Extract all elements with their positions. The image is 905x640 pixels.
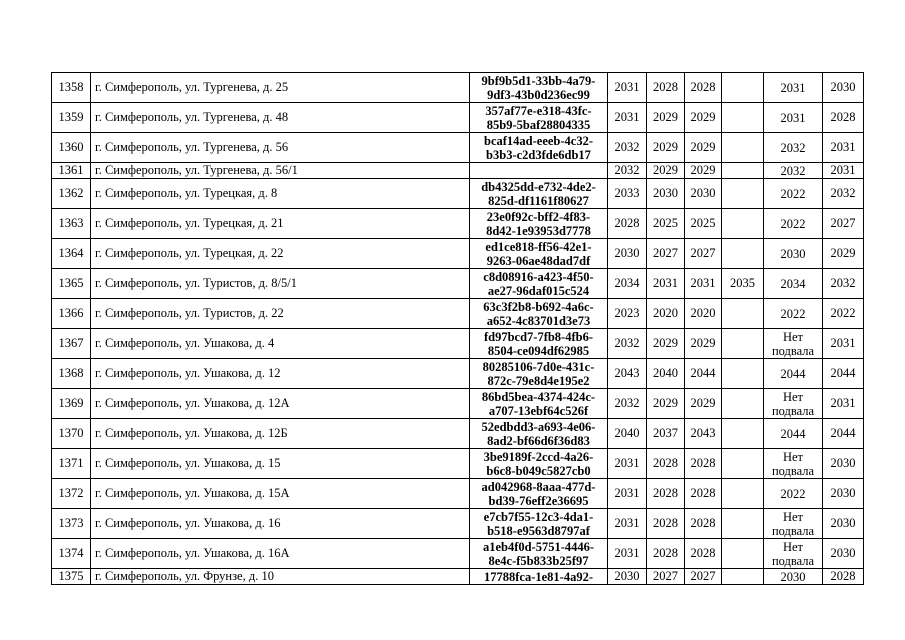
- registry-table: [51, 72, 864, 585]
- year-col-3: 2028: [685, 73, 722, 103]
- year-col-5-line-2: подвала: [771, 463, 815, 478]
- year-col-5-line-1: 2034: [780, 276, 806, 291]
- year-col-5: [764, 419, 823, 449]
- year-col-5: [764, 389, 823, 419]
- year-col-2: 2028: [647, 509, 685, 539]
- year-col-4: [722, 163, 764, 179]
- address-cell: г. Симферополь, ул. Тургенева, д. 56/1: [91, 163, 470, 179]
- year-col-6: 2028: [823, 569, 864, 585]
- year-col-1: 2034: [608, 269, 647, 299]
- year-col-6: 2027: [823, 209, 864, 239]
- uuid-line-2: 9df3-43b0d236ec99: [487, 87, 590, 102]
- year-col-5-line-1: 2030: [780, 246, 806, 261]
- year-col-3: 2028: [685, 539, 722, 569]
- table-row: [52, 239, 864, 269]
- year-col-2: 2020: [647, 299, 685, 329]
- year-col-5: [764, 359, 823, 389]
- year-col-4: [722, 299, 764, 329]
- year-col-1: 2031: [608, 479, 647, 509]
- row-number: 1369: [52, 389, 91, 419]
- row-number: 1364: [52, 239, 91, 269]
- uuid-line-2: b3b3-c2d3fde6db17: [486, 147, 591, 162]
- year-col-5: [764, 479, 823, 509]
- year-col-5-line-1: 2032: [780, 140, 806, 155]
- uuid-line-1: 23e0f92c-bff2-4f83-: [486, 209, 591, 224]
- uuid-line-1: fd97bcd7-7fb8-4fb6-: [483, 329, 594, 344]
- year-col-5-line-1: 2032: [780, 163, 806, 178]
- year-col-1: 2032: [608, 389, 647, 419]
- year-col-5: [764, 209, 823, 239]
- year-col-3: 2028: [685, 449, 722, 479]
- uuid-cell: [470, 209, 608, 239]
- year-col-5-line-2: подвала: [771, 343, 815, 358]
- year-col-3: 2029: [685, 163, 722, 179]
- uuid-cell: [470, 299, 608, 329]
- year-col-1: 2031: [608, 449, 647, 479]
- year-col-5: [764, 509, 823, 539]
- uuid-line-1: a1eb4f0d-5751-4446-: [482, 539, 595, 554]
- year-col-5-line-1: 2022: [780, 306, 806, 321]
- year-col-1: 2032: [608, 329, 647, 359]
- address-cell: г. Симферополь, ул. Ушакова, д. 16А: [91, 539, 470, 569]
- uuid-line-1: ed1ce818-ff56-42e1-: [485, 239, 592, 254]
- row-number: 1362: [52, 179, 91, 209]
- row-number: 1371: [52, 449, 91, 479]
- row-number: 1363: [52, 209, 91, 239]
- uuid-line-1: 357af77e-e318-43fc-: [485, 103, 592, 118]
- year-col-4: [722, 329, 764, 359]
- table-row: [52, 449, 864, 479]
- row-number: 1360: [52, 133, 91, 163]
- address-cell: г. Симферополь, ул. Туристов, д. 22: [91, 299, 470, 329]
- address-cell: г. Симферополь, ул. Турецкая, д. 21: [91, 209, 470, 239]
- uuid-line-2: 85b9-5baf28804335: [486, 117, 591, 132]
- uuid-line-1: ad042968-8aaa-477d-: [481, 479, 596, 494]
- table-body: [52, 73, 864, 585]
- row-number: 1373: [52, 509, 91, 539]
- year-col-2: 2028: [647, 73, 685, 103]
- year-col-6: 2030: [823, 509, 864, 539]
- year-col-4: [722, 569, 764, 585]
- uuid-line-2: ae27-96daf015c524: [487, 283, 590, 298]
- uuid-cell: [470, 479, 608, 509]
- year-col-2: 2025: [647, 209, 685, 239]
- year-col-2: 2029: [647, 389, 685, 419]
- uuid-cell: [470, 329, 608, 359]
- uuid-line-2: 9263-06ae48dad7df: [486, 253, 591, 268]
- uuid-cell: [470, 239, 608, 269]
- year-col-4: [722, 209, 764, 239]
- year-col-4: [722, 73, 764, 103]
- uuid-cell: [470, 449, 608, 479]
- address-cell: г. Симферополь, ул. Тургенева, д. 48: [91, 103, 470, 133]
- year-col-4: [722, 103, 764, 133]
- table-row: [52, 569, 864, 585]
- year-col-1: 2032: [608, 133, 647, 163]
- year-col-5: [764, 449, 823, 479]
- year-col-2: 2030: [647, 179, 685, 209]
- table-row: [52, 269, 864, 299]
- year-col-5-line-1: Нет: [782, 509, 804, 524]
- year-col-2: 2028: [647, 479, 685, 509]
- year-col-3: 2030: [685, 179, 722, 209]
- year-col-5-line-1: 2031: [780, 110, 806, 125]
- table-row: [52, 329, 864, 359]
- year-col-2: 2031: [647, 269, 685, 299]
- address-cell: г. Симферополь, ул. Туристов, д. 8/5/1: [91, 269, 470, 299]
- uuid-line-2: b6c8-b049c5827cb0: [486, 463, 591, 478]
- year-col-4: [722, 539, 764, 569]
- year-col-5-line-1: 2044: [780, 366, 806, 381]
- year-col-6: 2032: [823, 179, 864, 209]
- year-col-1: 2043: [608, 359, 647, 389]
- year-col-6: 2030: [823, 73, 864, 103]
- address-cell: г. Симферополь, ул. Турецкая, д. 8: [91, 179, 470, 209]
- uuid-line-2: 8d42-1e93953d7778: [486, 223, 591, 238]
- year-col-4: [722, 133, 764, 163]
- year-col-2: 2029: [647, 163, 685, 179]
- uuid-line-1: 17788fca-1e81-4a92-: [484, 569, 593, 584]
- uuid-line-1: 3be9189f-2ccd-4a26-: [483, 449, 594, 464]
- address-cell: г. Симферополь, ул. Ушакова, д. 15: [91, 449, 470, 479]
- year-col-5-line-2: подвала: [771, 553, 815, 568]
- table-row: [52, 209, 864, 239]
- uuid-cell: [470, 359, 608, 389]
- uuid-line-1: c8d08916-a423-4f50-: [483, 269, 594, 284]
- year-col-3: 2027: [685, 569, 722, 585]
- row-number: 1374: [52, 539, 91, 569]
- year-col-2: 2028: [647, 449, 685, 479]
- year-col-5-line-1: Нет: [782, 449, 804, 464]
- year-col-1: 2031: [608, 509, 647, 539]
- address-cell: г. Симферополь, ул. Ушакова, д. 15А: [91, 479, 470, 509]
- uuid-line-2: 8ad2-bf66d6f36d83: [487, 433, 590, 448]
- uuid-cell: [470, 509, 608, 539]
- uuid-cell: [470, 269, 608, 299]
- uuid-cell: [470, 103, 608, 133]
- table-row: [52, 103, 864, 133]
- table-row: [52, 389, 864, 419]
- uuid-line-2: a652-4c83701d3e73: [486, 313, 591, 328]
- year-col-2: 2029: [647, 133, 685, 163]
- year-col-5: [764, 539, 823, 569]
- uuid-line-1: bcaf14ad-eeeb-4c32-: [484, 133, 593, 148]
- year-col-5-line-1: Нет: [782, 329, 804, 344]
- table-row: [52, 419, 864, 449]
- uuid-line-1: 63c3f2b8-b692-4a6c-: [483, 299, 594, 314]
- year-col-4: [722, 479, 764, 509]
- year-col-6: 2022: [823, 299, 864, 329]
- uuid-cell: [470, 569, 608, 585]
- table-row: [52, 179, 864, 209]
- year-col-2: 2029: [647, 103, 685, 133]
- year-col-5: [764, 269, 823, 299]
- table-row: [52, 509, 864, 539]
- year-col-6: 2044: [823, 359, 864, 389]
- year-col-1: 2023: [608, 299, 647, 329]
- year-col-4: [722, 359, 764, 389]
- uuid-cell: [470, 539, 608, 569]
- uuid-cell: [470, 179, 608, 209]
- address-cell: г. Симферополь, ул. Турецкая, д. 22: [91, 239, 470, 269]
- row-number: 1359: [52, 103, 91, 133]
- year-col-3: 2029: [685, 133, 722, 163]
- year-col-1: 2040: [608, 419, 647, 449]
- year-col-5-line-2: подвала: [771, 523, 815, 538]
- year-col-3: 2029: [685, 329, 722, 359]
- table-row: [52, 133, 864, 163]
- year-col-3: 2029: [685, 389, 722, 419]
- year-col-1: 2031: [608, 539, 647, 569]
- uuid-line-2: 8e4c-f5b833b25f97: [488, 553, 589, 568]
- year-col-6: 2031: [823, 329, 864, 359]
- uuid-cell: [470, 419, 608, 449]
- uuid-line-1: 52edbdd3-a693-4e06-: [481, 419, 596, 434]
- year-col-5-line-1: 2030: [780, 569, 806, 584]
- uuid-line-1: 80285106-7d0e-431c-: [482, 359, 595, 374]
- year-col-2: 2037: [647, 419, 685, 449]
- address-cell: г. Симферополь, ул. Ушакова, д. 12А: [91, 389, 470, 419]
- year-col-3: 2043: [685, 419, 722, 449]
- uuid-line-2: bd39-76eff2e36695: [488, 493, 589, 508]
- year-col-6: 2030: [823, 479, 864, 509]
- year-col-4: [722, 239, 764, 269]
- year-col-3: 2025: [685, 209, 722, 239]
- year-col-3: 2044: [685, 359, 722, 389]
- table-row: [52, 163, 864, 179]
- year-col-4: [722, 449, 764, 479]
- year-col-1: 2033: [608, 179, 647, 209]
- year-col-4: 2035: [722, 269, 764, 299]
- address-cell: г. Симферополь, ул. Ушакова, д. 16: [91, 509, 470, 539]
- year-col-4: [722, 509, 764, 539]
- year-col-3: 2027: [685, 239, 722, 269]
- uuid-line-2: 872c-79e8d4e195e2: [487, 373, 590, 388]
- year-col-5-line-1: Нет: [782, 539, 804, 554]
- year-col-1: 2030: [608, 569, 647, 585]
- table-row: [52, 539, 864, 569]
- year-col-6: 2028: [823, 103, 864, 133]
- year-col-5: [764, 103, 823, 133]
- year-col-4: [722, 419, 764, 449]
- table-row: [52, 359, 864, 389]
- year-col-2: 2027: [647, 569, 685, 585]
- year-col-6: 2044: [823, 419, 864, 449]
- uuid-line-1: e7cb7f55-12c3-4da1-: [483, 509, 594, 524]
- uuid-cell: [470, 389, 608, 419]
- year-col-5: [764, 73, 823, 103]
- row-number: 1367: [52, 329, 91, 359]
- year-col-5-line-1: 2022: [780, 186, 806, 201]
- year-col-5-line-1: 2022: [780, 486, 806, 501]
- row-number: 1370: [52, 419, 91, 449]
- year-col-3: 2028: [685, 479, 722, 509]
- year-col-5: [764, 299, 823, 329]
- year-col-5-line-2: подвала: [771, 403, 815, 418]
- year-col-4: [722, 179, 764, 209]
- year-col-6: 2032: [823, 269, 864, 299]
- year-col-4: [722, 389, 764, 419]
- year-col-1: 2028: [608, 209, 647, 239]
- uuid-cell: [470, 133, 608, 163]
- year-col-5-line-1: 2022: [780, 216, 806, 231]
- year-col-1: 2030: [608, 239, 647, 269]
- uuid-line-1: 86bd5bea-4374-424c-: [481, 389, 596, 404]
- row-number: 1372: [52, 479, 91, 509]
- uuid-line-2: 825d-df1161f80627: [488, 193, 589, 208]
- uuid-cell: [470, 163, 608, 179]
- year-col-5-line-1: 2031: [780, 80, 806, 95]
- year-col-6: 2030: [823, 449, 864, 479]
- year-col-5: [764, 179, 823, 209]
- year-col-2: 2027: [647, 239, 685, 269]
- uuid-line-1: db4325dd-e732-4de2-: [481, 179, 596, 194]
- address-cell: г. Симферополь, ул. Ушакова, д. 4: [91, 329, 470, 359]
- year-col-6: 2029: [823, 239, 864, 269]
- year-col-5: [764, 239, 823, 269]
- row-number: 1361: [52, 163, 91, 179]
- row-number: 1365: [52, 269, 91, 299]
- address-cell: г. Симферополь, ул. Тургенева, д. 25: [91, 73, 470, 103]
- address-cell: г. Симферополь, ул. Ушакова, д. 12: [91, 359, 470, 389]
- year-col-5: [764, 329, 823, 359]
- row-number: 1368: [52, 359, 91, 389]
- uuid-cell: [470, 73, 608, 103]
- year-col-1: 2031: [608, 103, 647, 133]
- year-col-5: [764, 569, 823, 585]
- table-row: [52, 299, 864, 329]
- year-col-6: 2031: [823, 163, 864, 179]
- uuid-line-1: 9bf9b5d1-33bb-4a79-: [481, 73, 596, 88]
- year-col-3: 2031: [685, 269, 722, 299]
- year-col-2: 2028: [647, 539, 685, 569]
- year-col-5-line-1: 2044: [780, 426, 806, 441]
- year-col-3: 2020: [685, 299, 722, 329]
- year-col-1: 2031: [608, 73, 647, 103]
- year-col-2: 2029: [647, 329, 685, 359]
- year-col-6: 2031: [823, 389, 864, 419]
- row-number: 1375: [52, 569, 91, 585]
- address-cell: г. Симферополь, ул. Фрунзе, д. 10: [91, 569, 470, 585]
- uuid-line-2: 8504-ce094df62985: [487, 343, 590, 358]
- year-col-5-line-1: Нет: [782, 389, 804, 404]
- year-col-1: 2032: [608, 163, 647, 179]
- address-cell: г. Симферополь, ул. Тургенева, д. 56: [91, 133, 470, 163]
- table-row: [52, 73, 864, 103]
- year-col-5: [764, 163, 823, 179]
- year-col-3: 2029: [685, 103, 722, 133]
- year-col-3: 2028: [685, 509, 722, 539]
- uuid-line-2: a707-13ebf64c526f: [488, 403, 589, 418]
- table-row: [52, 479, 864, 509]
- year-col-2: 2040: [647, 359, 685, 389]
- year-col-6: 2030: [823, 539, 864, 569]
- row-number: 1358: [52, 73, 91, 103]
- uuid-line-2: b518-e9563d8797af: [487, 523, 590, 538]
- row-number: 1366: [52, 299, 91, 329]
- year-col-6: 2031: [823, 133, 864, 163]
- year-col-5: [764, 133, 823, 163]
- address-cell: г. Симферополь, ул. Ушакова, д. 12Б: [91, 419, 470, 449]
